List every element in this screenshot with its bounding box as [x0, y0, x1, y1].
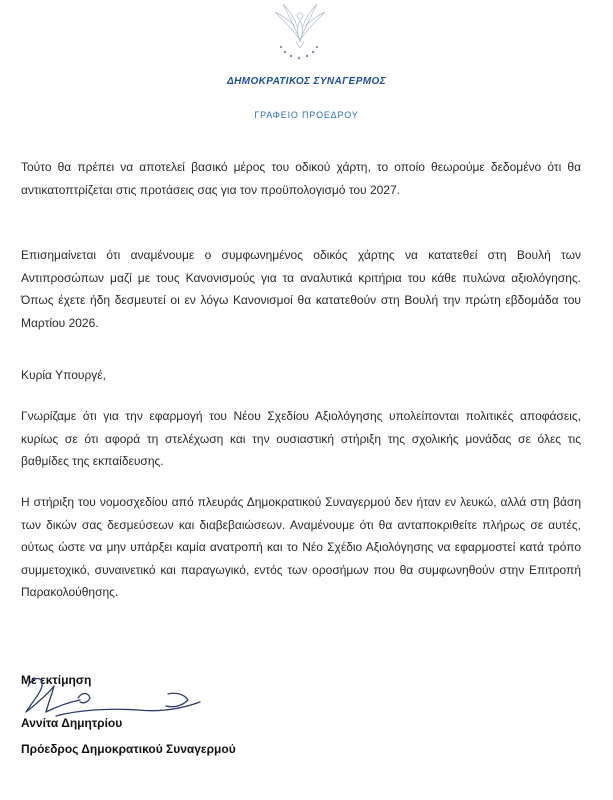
- office-title: ΓΡΑΦΕΙΟ ΠΡΟΕΔΡΟΥ: [254, 110, 359, 120]
- paragraph-1: Τούτο θα πρέπει να αποτελεί βασικό μέρος του οδικού χάρτη, το οποίο θεωρούμε δεδομένο ότι θα αντικατοπτρίζεται στις προτάσεις σας για τον προϋπολογισμό του 2027.: [21, 160, 581, 197]
- signer-name: Αννίτα Δημητρίου: [21, 716, 123, 730]
- closing: Με εκτίμηση: [21, 673, 92, 687]
- paragraph-3: Γνωρίζαμε ότι για την εφαρμογή του Νέου Σχεδίου Αξιολόγησης υπολείπονται πολιτικές αποφάσεις, κυρίως σε ότι αφορά τη στελέχωση και την ουσιαστική στήριξη της σχολικής μονάδας σε όλες τις βαθμίδες της εκπαίδευσης.: [21, 409, 581, 468]
- paragraph-4: Η στήριξη του νομοσχεδίου από πλευράς Δημοκρατικού Συναγερμού δεν ήταν εν λευκώ, αλλά στη βάση των δικών σας δεσμεύσεων και διαβεβαιώσεων. Αναμένουμε ότι θα ανταποκριθείτε πλήρως σε αυτές, ούτως ώστε να μην υπάρξει καμία ανατροπή και το Νέο Σχέδιο Αξιολόγησης να εφαρμοστεί κατά τρόπο συμμετοχικό, συναινετικό και παραγωγικό, εντός των οροσήμων που θα συμφωνηθούν στην Επιτροπή Παρακολούθησης.: [21, 495, 581, 599]
- organization-name: ΔΗΜΟΚΡΑΤΙΚΟΣ ΣΥΝΑΓΕΡΜΟΣ: [226, 76, 386, 87]
- winged-figure-logo-icon: [255, 0, 345, 62]
- salutation: Κυρία Υπουργέ,: [21, 368, 106, 382]
- signer-title: Πρόεδρος Δημοκρατικού Συναγερμού: [21, 742, 236, 756]
- paragraph-2: Επισημαίνεται ότι αναμένουμε ο συμφωνημένος οδικός χάρτης να κατατεθεί στη Βουλή των Αντιπροσώπων μαζί με τους Κανονισμούς για τα αναλυτικά κριτήρια του κάθε πυλώνα αξιολόγησης. Όπως έχετε ήδη δεσμευτεί οι εν λόγω Κανονισμοί θα κατατεθούν στη Βουλή την πρώτη εβδομάδα του Μαρτίου 2026.: [21, 248, 581, 330]
